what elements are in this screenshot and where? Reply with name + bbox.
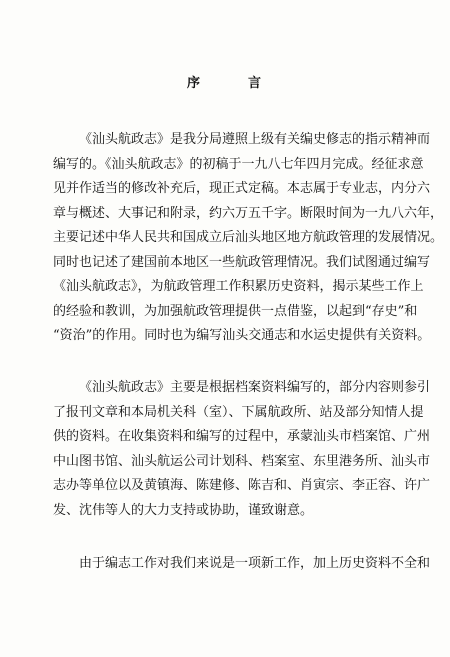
paragraph-line: “资治”的作用。同时也为编写汕头交通志和水运史提供有关资料。 <box>53 328 431 343</box>
page-title-char-2: 言 <box>248 76 264 91</box>
paragraph-line: 《汕头航政志》，为航政管理工作积累历史资料，揭示某些工作上 <box>53 279 424 294</box>
paragraph-line: 《汕头航政志》主要是根据档案资料编写的，部分内容则参引 <box>79 380 431 395</box>
paragraph-3 <box>53 552 431 577</box>
paragraph-2 <box>53 376 431 523</box>
paragraph-line: 志办等单位以及黄镇海、陈建修、陈吉和、肖寅宗、李正容、许广 <box>53 478 431 493</box>
paragraph-line: 了报刊文章和本局机关科（室）、下属航政所、站及部分知情人提 <box>53 404 424 420</box>
paragraph-line: 的经验和教训，为加强航政管理提供一点借鉴，以起到“存史”和 <box>53 303 418 319</box>
paragraph-1 <box>53 128 444 349</box>
paragraph-line: 主要记述中华人民共和国成立后汕头地区地方航政管理的发展情况。 <box>53 230 444 245</box>
page-title <box>0 72 450 91</box>
paragraph-line: 编写的。《汕头航政志》的初稿于一九八七年四月完成。经征求意 <box>53 156 424 172</box>
paragraph-line: 由于编志工作对我们来说是一项新工作，加上历史资料不全和 <box>79 556 431 571</box>
paragraph-line: 中山图书馆、汕头航运公司计划科、档案室、东里港务所、汕头市 <box>53 453 431 469</box>
paragraph-line: 章与概述、大事记和附录，约六万五千字。断限时间为一九八六年， <box>53 205 444 221</box>
paragraph-line: 同时也记述了建国前本地区一些航政管理情况。我们试图通过编写 <box>53 254 431 270</box>
paragraph-line: 发、沈伟等人的大力支持或协助，谨致谢意。 <box>53 502 314 518</box>
paragraph-line: 供的资料。在收集资料和编写的过程中，承蒙汕头市档案馆、广州 <box>53 429 431 444</box>
paragraph-line: 见并作适当的修改补充后，现正式定稿。本志属于专业志，内分六 <box>53 181 431 196</box>
page-title-char-1: 序 <box>186 76 202 91</box>
paragraph-line: 《汕头航政志》是我分局遵照上级有关编史修志的指示精神而 <box>79 132 431 147</box>
